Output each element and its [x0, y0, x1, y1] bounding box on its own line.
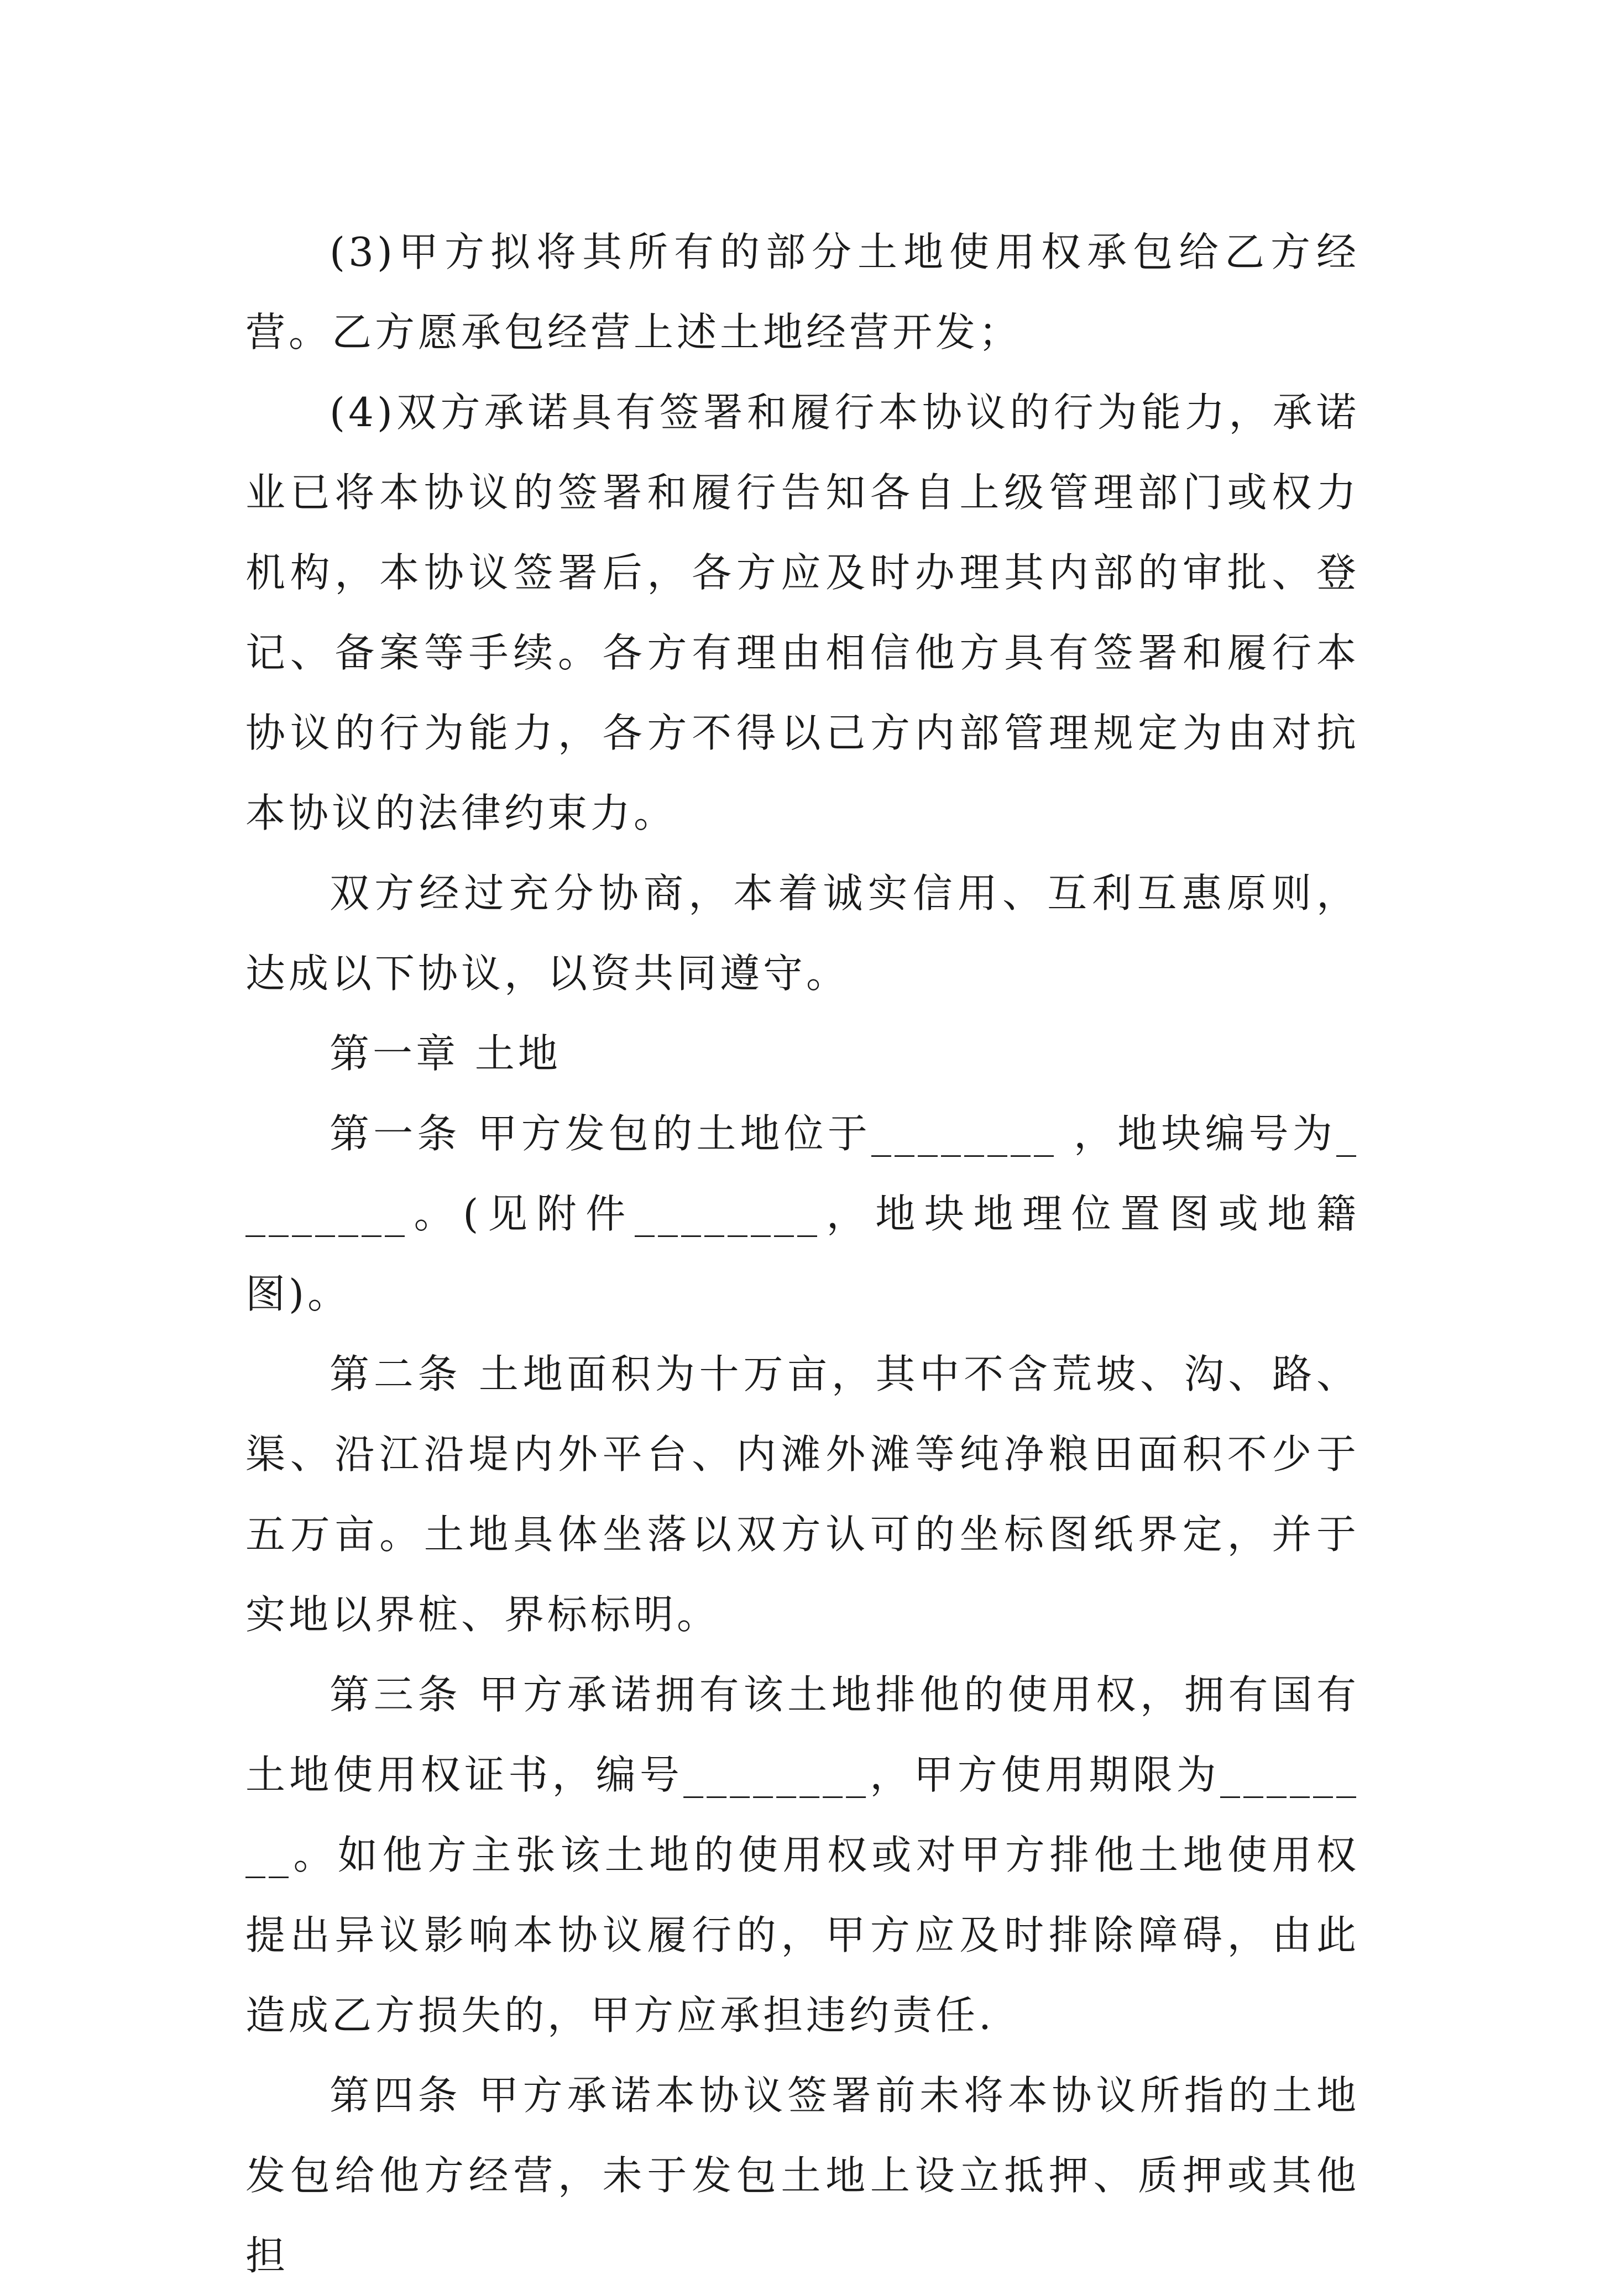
paragraph-4: (4)双方承诺具有签署和履行本协议的行为能力，承诺业已将本协议的签署和履行告知各自上级管理部门或权力机构，本协议签署后，各方应及时办理其内部的审批、登记、备案等手续。各方有理由相信他方具有签署和履行本协议的行为能力，各方不得以己方内部管理规定为由对抗本协议的法律约束力。: [245, 389, 1360, 836]
article-3: 第三条 甲方承诺拥有该土地排他的使用权，拥有国有土地使用权证书，编号________，甲方使用期限为________。如他方主张该土地的使用权或对甲方排他土地使用权提出异议影响本协议履行的，甲方应及时排除障碍，由此造成乙方损失的，甲方应承担违约责任.: [245, 1671, 1360, 2038]
article-4: 第四条 甲方承诺本协议签署前未将本协议所指的土地发包给他方经营，未于发包土地上设立抵押、质押或其他担: [245, 2072, 1360, 2279]
article-1: 第一条 甲方发包的土地位于________ ，地块编号为________。(见附件________，地块地理位置图或地籍图)。: [245, 1110, 1360, 1317]
chapter-heading: 第一章 土地: [330, 1030, 561, 1077]
paragraph-agreement-intro: 双方经过充分协商，本着诚实信用、互利互惠原则，达成以下协议，以资共同遵守。: [245, 870, 1360, 997]
document-body: [245, 212, 1360, 2296]
paragraph-3: (3)甲方拟将其所有的部分土地使用权承包给乙方经营。乙方愿承包经营上述土地经营开发；: [245, 229, 1360, 355]
article-2: 第二条 土地面积为十万亩，其中不含荒坡、沟、路、渠、沿江沿堤内外平台、内滩外滩等纯净粮田面积不少于五万亩。土地具体坐落以双方认可的坐标图纸界定，并于实地以界桩、界标标明。: [245, 1351, 1360, 1638]
